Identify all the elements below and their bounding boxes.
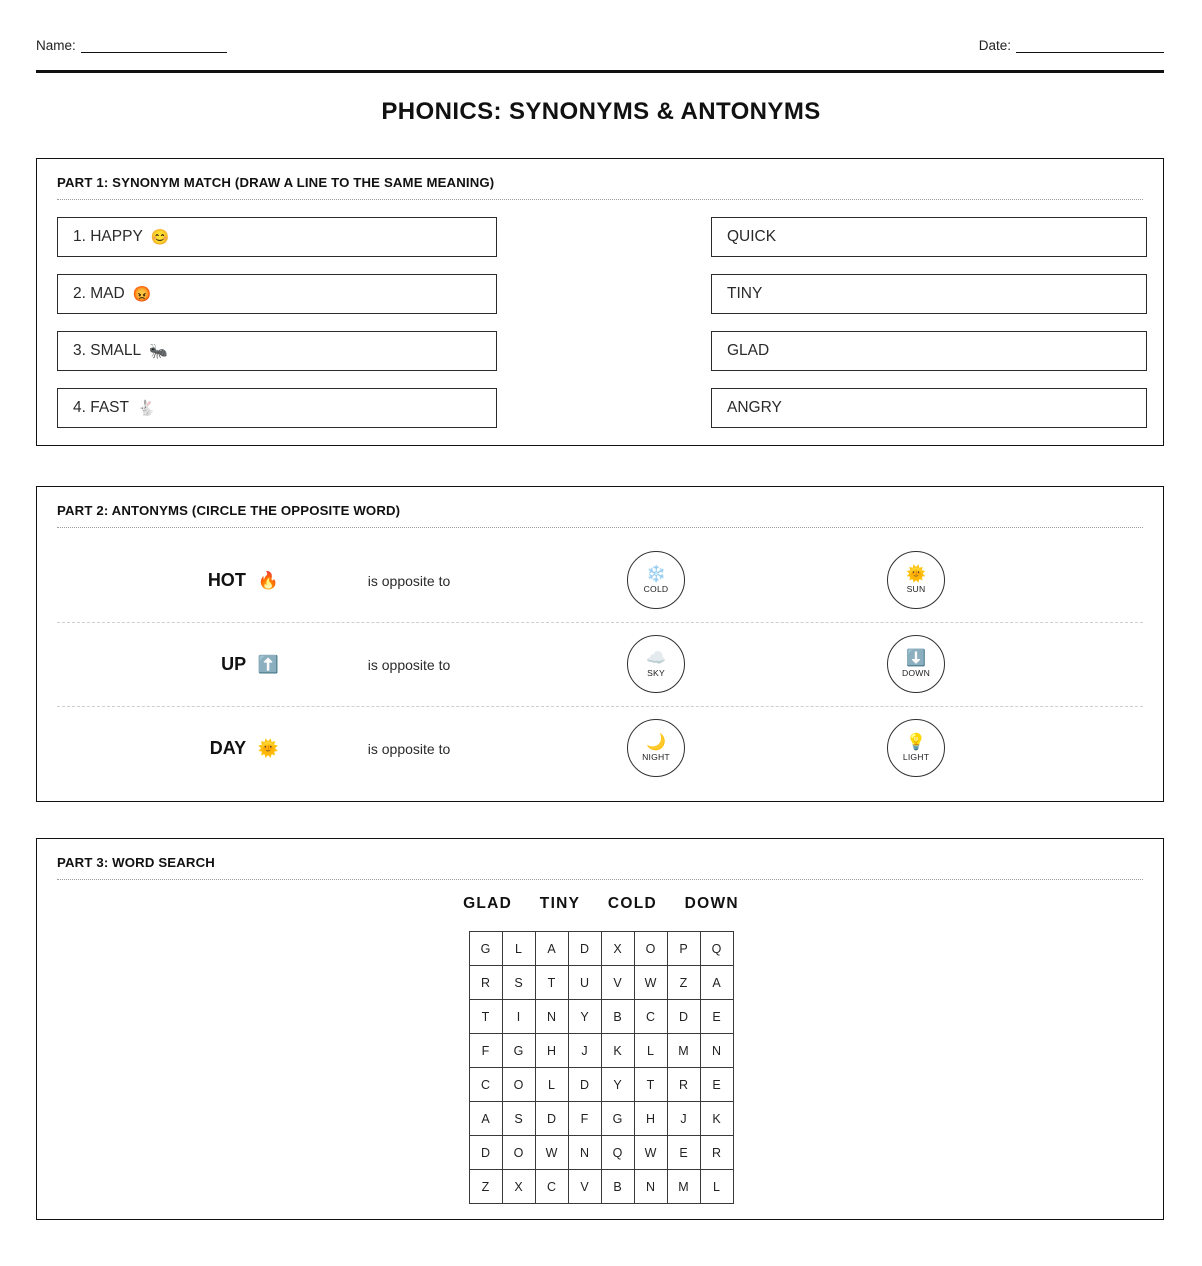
word-search-cell[interactable]: R: [469, 966, 502, 1000]
synonym-left-word: 1. HAPPY: [73, 228, 143, 245]
word-search-cell[interactable]: F: [568, 1102, 601, 1136]
sun-with-face-emoji: 🌞: [906, 566, 926, 583]
part-3-section: [36, 838, 1164, 1220]
list-item[interactable]: [57, 331, 497, 371]
part-3-title: PART 3: WORD SEARCH: [57, 855, 215, 870]
word-search-cell[interactable]: C: [634, 1000, 667, 1034]
part-2-divider: [57, 527, 1143, 528]
word-search-cell[interactable]: Q: [700, 932, 733, 966]
antonym-option-label: SKY: [647, 668, 665, 678]
sun-emoji: 🌞: [257, 739, 279, 758]
word-search-cell[interactable]: E: [700, 1068, 733, 1102]
word-search-cell[interactable]: T: [469, 1000, 502, 1034]
antonym-prompt-word: [57, 570, 279, 591]
date-field-group[interactable]: [979, 38, 1164, 53]
part-3-divider: [57, 879, 1143, 880]
word-search-cell[interactable]: P: [667, 932, 700, 966]
antonym-option-sun[interactable]: [887, 551, 945, 609]
word-search-cell[interactable]: V: [601, 966, 634, 1000]
word-search-cell[interactable]: D: [568, 1068, 601, 1102]
word-search-cell[interactable]: G: [469, 932, 502, 966]
name-field-group[interactable]: [36, 38, 227, 53]
antonym-option-night[interactable]: [627, 719, 685, 777]
word-search-cell[interactable]: Q: [601, 1136, 634, 1170]
name-date-row: [36, 38, 1164, 62]
word-search-cell[interactable]: F: [469, 1034, 502, 1068]
list-item[interactable]: [57, 217, 497, 257]
cloud-emoji: ☁️: [646, 650, 666, 667]
antonym-option-label: SUN: [906, 584, 926, 594]
word-search-cell[interactable]: A: [535, 932, 568, 966]
synonym-left-word: 3. SMALL: [73, 342, 142, 359]
word-search-cell[interactable]: L: [700, 1170, 733, 1204]
word-search-cell[interactable]: J: [667, 1102, 700, 1136]
synonym-left-column: [57, 217, 497, 445]
antonym-option-group: [539, 539, 1143, 622]
word-search-cell[interactable]: W: [634, 966, 667, 1000]
word-search-cell[interactable]: D: [469, 1136, 502, 1170]
synonym-right-word: TINY: [727, 285, 763, 302]
word-search-cell[interactable]: Z: [469, 1170, 502, 1204]
word-search-row: [469, 966, 733, 1000]
word-bank-item: COLD: [607, 895, 658, 912]
synonym-right-column: [711, 217, 1147, 445]
name-label: Name:: [36, 38, 76, 53]
part-2-section: [36, 486, 1164, 802]
word-search-cell[interactable]: A: [469, 1102, 502, 1136]
part-1-title: PART 1: SYNONYM MATCH (DRAW A LINE TO THE SAME MEANING): [57, 175, 495, 190]
antonym-row: [57, 539, 1143, 623]
word-search-cell[interactable]: L: [535, 1068, 568, 1102]
word-bank-item: GLAD: [463, 895, 513, 912]
name-write-line[interactable]: [81, 40, 227, 53]
light-bulb-emoji: 💡: [906, 734, 926, 751]
antonym-option-group: [539, 623, 1143, 706]
word-search-cell[interactable]: Y: [568, 1000, 601, 1034]
word-search-cell[interactable]: D: [568, 932, 601, 966]
word-search-cell[interactable]: O: [502, 1136, 535, 1170]
word-search-cell[interactable]: W: [535, 1136, 568, 1170]
word-search-cell[interactable]: U: [568, 966, 601, 1000]
word-search-cell[interactable]: N: [535, 1000, 568, 1034]
word-search-cell[interactable]: D: [535, 1102, 568, 1136]
word-search-cell[interactable]: J: [568, 1034, 601, 1068]
word-search-cell[interactable]: K: [601, 1034, 634, 1068]
list-item[interactable]: [711, 217, 1147, 257]
antonym-row: [57, 623, 1143, 707]
word-search-row: [469, 1000, 733, 1034]
word-search-cell[interactable]: O: [634, 932, 667, 966]
antonym-option-sky[interactable]: [627, 635, 685, 693]
word-search-grid-wrapper: [37, 931, 1165, 1204]
synonym-right-word: QUICK: [727, 228, 777, 245]
smiling-face-emoji: 😊: [150, 228, 170, 246]
word-search-cell[interactable]: I: [502, 1000, 535, 1034]
crescent-moon-emoji: 🌙: [646, 734, 666, 751]
word-search-cell[interactable]: Y: [601, 1068, 634, 1102]
word-search-row: [469, 1034, 733, 1068]
word-search-cell[interactable]: N: [568, 1136, 601, 1170]
word-search-cell[interactable]: S: [502, 1102, 535, 1136]
word-search-cell[interactable]: R: [700, 1136, 733, 1170]
list-item[interactable]: [57, 388, 497, 428]
antonym-word-text: UP: [221, 654, 246, 674]
fire-emoji: 🔥: [257, 571, 279, 590]
word-search-cell[interactable]: Z: [667, 966, 700, 1000]
word-search-cell[interactable]: W: [634, 1136, 667, 1170]
word-search-cell[interactable]: E: [667, 1136, 700, 1170]
antonym-option-group: [539, 707, 1143, 790]
word-search-row: [469, 932, 733, 966]
word-search-cell[interactable]: V: [568, 1170, 601, 1204]
antonym-option-light[interactable]: [887, 719, 945, 777]
page-title: PHONICS: SYNONYMS & ANTONYMS: [381, 98, 821, 125]
word-search-cell[interactable]: L: [634, 1034, 667, 1068]
word-search-cell[interactable]: E: [700, 1000, 733, 1034]
date-write-line[interactable]: [1016, 40, 1164, 53]
synonym-right-word: ANGRY: [727, 399, 782, 416]
list-item[interactable]: [711, 331, 1147, 371]
word-search-cell[interactable]: D: [667, 1000, 700, 1034]
antonym-option-label: DOWN: [901, 668, 930, 678]
ant-emoji: 🐜: [149, 342, 168, 360]
word-search-cell[interactable]: G: [601, 1102, 634, 1136]
antonym-phrase: is opposite to: [367, 572, 451, 589]
word-search-cell[interactable]: T: [535, 966, 568, 1000]
word-search-cell[interactable]: C: [469, 1068, 502, 1102]
antonym-option-label: COLD: [643, 584, 669, 594]
antonym-row: [57, 707, 1143, 790]
word-search-cell[interactable]: G: [502, 1034, 535, 1068]
antonym-phrase: is opposite to: [367, 740, 451, 757]
word-search-cell[interactable]: S: [502, 966, 535, 1000]
word-search-row: [469, 1170, 733, 1204]
down-arrow-emoji: ⬇️: [906, 650, 926, 667]
antonym-phrase: is opposite to: [367, 656, 451, 673]
antonym-option-down[interactable]: [887, 635, 945, 693]
header-divider: [36, 70, 1164, 73]
synonym-left-word: 4. FAST: [73, 399, 129, 416]
word-search-cell[interactable]: B: [601, 1000, 634, 1034]
word-search-cell[interactable]: H: [634, 1102, 667, 1136]
angry-face-emoji: 😡: [132, 285, 152, 303]
word-search-row: [469, 1136, 733, 1170]
word-bank-item: DOWN: [684, 895, 739, 912]
word-search-cell[interactable]: B: [601, 1170, 634, 1204]
word-search-cell[interactable]: L: [502, 932, 535, 966]
antonym-prompt-word: [57, 738, 279, 759]
list-item[interactable]: [711, 274, 1147, 314]
word-search-cell[interactable]: N: [700, 1034, 733, 1068]
synonym-right-word: GLAD: [727, 342, 770, 359]
antonym-word-text: HOT: [207, 570, 246, 590]
word-search-cell[interactable]: M: [667, 1034, 700, 1068]
word-search-cell[interactable]: H: [535, 1034, 568, 1068]
synonym-left-word: 2. MAD: [73, 285, 125, 302]
word-search-cell[interactable]: K: [700, 1102, 733, 1136]
word-search-row: [469, 1068, 733, 1102]
antonym-rows: [57, 539, 1143, 790]
word-search-cell[interactable]: X: [601, 932, 634, 966]
list-item[interactable]: [57, 274, 497, 314]
antonym-option-label: NIGHT: [642, 752, 670, 762]
antonym-word-text: DAY: [209, 738, 246, 758]
word-search-grid[interactable]: [469, 931, 734, 1204]
word-bank: [37, 895, 1165, 913]
word-search-row: [469, 1102, 733, 1136]
word-search-cell[interactable]: R: [667, 1068, 700, 1102]
part-2-title: PART 2: ANTONYMS (CIRCLE THE OPPOSITE WORD): [57, 503, 401, 518]
date-label: Date:: [978, 38, 1011, 53]
antonym-option-label: LIGHT: [902, 752, 930, 762]
snowflake-emoji: ❄️: [646, 566, 666, 583]
word-search-cell[interactable]: O: [502, 1068, 535, 1102]
word-search-cell[interactable]: A: [700, 966, 733, 1000]
word-search-cell[interactable]: M: [667, 1170, 700, 1204]
antonym-prompt-word: [57, 654, 279, 675]
word-search-cell[interactable]: N: [634, 1170, 667, 1204]
word-search-cell[interactable]: C: [535, 1170, 568, 1204]
list-item[interactable]: [711, 388, 1147, 428]
part-1-divider: [57, 199, 1143, 200]
word-bank-item: TINY: [539, 895, 581, 912]
up-arrow-emoji: ⬆️: [257, 655, 279, 674]
antonym-option-cold[interactable]: [627, 551, 685, 609]
word-search-cell[interactable]: X: [502, 1170, 535, 1204]
word-search-cell[interactable]: T: [634, 1068, 667, 1102]
rabbit-emoji: 🐇: [137, 399, 156, 417]
part-1-section: [36, 158, 1164, 446]
